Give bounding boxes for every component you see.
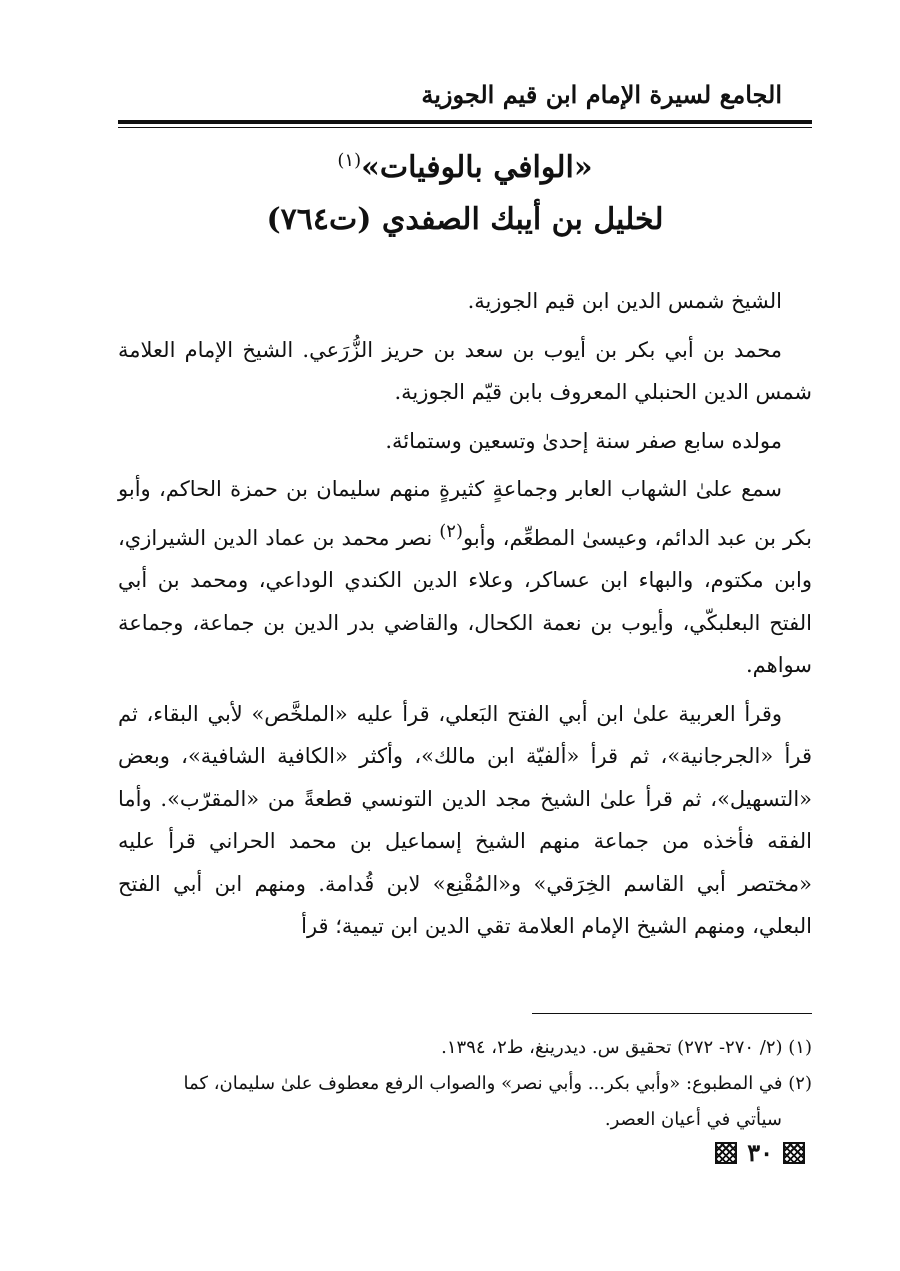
- paragraph: مولده سابع صفر سنة إحدىٰ وتسعين وستمائة.: [385, 428, 782, 453]
- paragraph: [118, 468, 812, 687]
- footnote-marker-2[interactable]: (٢): [439, 520, 463, 542]
- footnote-1: (١) (٢/ ٢٧٠- ٢٧٢) تحقيق س. ديدرينغ، ط٢، ١٣٩٤.: [441, 1037, 812, 1058]
- section-title: [118, 150, 812, 185]
- page-number: ٣٠: [747, 1138, 773, 1167]
- paragraph: محمد بن أبي بكر بن أيوب بن سعد بن حريز الزُّرَعي. الشيخ الإمام العلامة شمس الدين الحنبلي المعروف بابن قيّم الجوزية.: [118, 337, 812, 404]
- running-header: الجامع لسيرة الإمام ابن قيم الجوزية: [421, 80, 782, 109]
- footnote-2-continued: سيأتي في أعيان العصر.: [604, 1109, 782, 1130]
- header-rule-thin: [118, 127, 812, 128]
- paragraph-text: نصر محمد بن عماد الدين الشيرازي، وابن مكتوم، والبهاء ابن عساكر، وعلاء الدين الكندي الوداعي، ومحمد بن أبي الفتح البعلبكّي، وأيوب بن نعمة الكحال، والقاضي بدر الدين بن جماعة، وجماعة سواهم.: [118, 525, 812, 677]
- footnote-2: (٢) في المطبوع: «وأبي بكر... وأبي نصر» والصواب الرفع معطوف علىٰ سليمان، كما: [183, 1073, 812, 1094]
- footnote-marker-1[interactable]: (١): [337, 150, 362, 171]
- ornament-icon: [715, 1142, 737, 1164]
- paragraph-text: سمع علىٰ الشهاب العابر وجماعةٍ كثيرةٍ منهم سليمان بن حمزة الحاكم، وأبو بكر بن عبد الدائم، وعيسىٰ المطعِّم، وأبو: [118, 477, 812, 550]
- paragraph: الشيخ شمس الدين ابن قيم الجوزية.: [467, 289, 782, 313]
- ornament-icon: [783, 1142, 805, 1164]
- section-title-text: «الوافي بالوفيات»: [361, 150, 593, 185]
- section-subtitle: لخليل بن أيبك الصفدي (ت٧٦٤): [266, 202, 664, 237]
- footnotes: [118, 1030, 812, 1138]
- header-rule: [118, 120, 812, 124]
- page-number-block: [715, 1138, 805, 1167]
- footnote-separator: [532, 1013, 812, 1014]
- main-text: [118, 280, 812, 954]
- paragraph: وقرأ العربية علىٰ ابن أبي الفتح البَعلي، قرأ عليه «الملخَّص» لأبي البقاء، ثم قرأ «الجرجانية»، ثم قرأ «ألفيّة ابن مالك»، وأكثر «الكافية الشافية»، وبعض «التسهيل»، ثم قرأ علىٰ الشيخ مجد الدين التونسي قطعةً من «المقرّب». وأما الفقه فأخذه من جماعة منهم الشيخ إسماعيل بن محمد الحراني قرأ عليه «مختصر أبي القاسم الخِرَقي» و«المُقْنِع» لابن قُدامة. ومنهم ابن أبي الفتح البعلي، ومنهم الشيخ الإمام العلامة تقي الدين ابن تيمية؛ قرأ: [118, 701, 812, 938]
